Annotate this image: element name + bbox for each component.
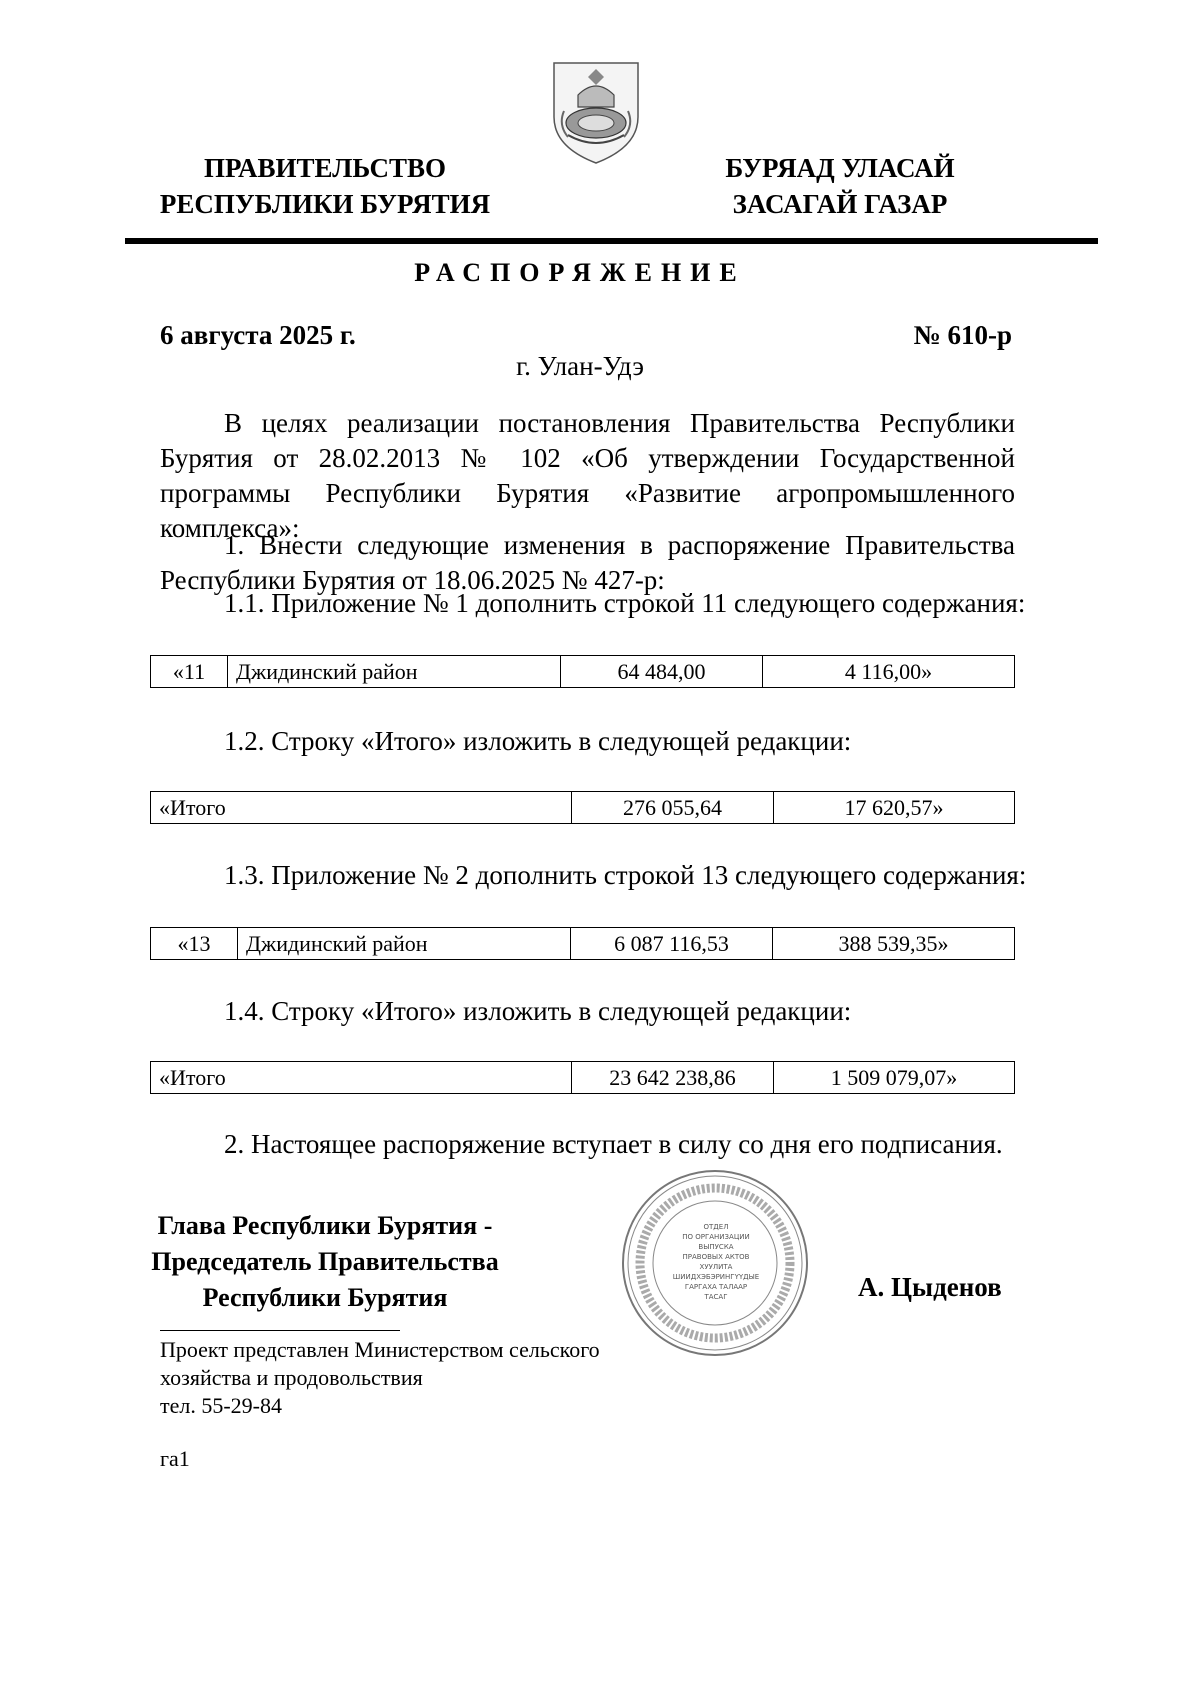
table-row: [151, 656, 1015, 688]
signature-position-line1: Глава Республики Бурятия -: [157, 1211, 493, 1240]
footer-code: га1: [160, 1446, 190, 1471]
table-cell-value2: 388 539,35»: [773, 928, 1015, 960]
table-appendix1-total: [150, 791, 1015, 824]
table-cell-number: «11: [151, 656, 228, 688]
header-right-line2: ЗАСАГАЙ ГАЗАР: [732, 189, 948, 219]
footer-rule: [160, 1330, 400, 1331]
header-rule: [125, 238, 1098, 244]
table-cell-value1: 276 055,64: [572, 792, 774, 824]
table-cell-value1: 23 642 238,86: [572, 1062, 774, 1094]
table-cell-value2: 17 620,57»: [774, 792, 1015, 824]
footer-phone: тел. 55-29-84: [160, 1393, 283, 1418]
footer-note-line2: хозяйства и продовольствия: [160, 1365, 423, 1390]
item-1-3-paragraph: 1.3. Приложение № 2 дополнить строкой 13 следующего содержания:: [224, 860, 1027, 890]
stamp-line: ХУУЛИТА: [699, 1263, 733, 1271]
table-cell-value1: 64 484,00: [561, 656, 763, 688]
header-left-line2: РЕСПУБЛИКИ БУРЯТИЯ: [159, 189, 491, 219]
item-2-paragraph: 2. Настоящее распоряжение вступает в силу со дня его подписания.: [224, 1129, 1003, 1159]
table-appendix2-total: [150, 1061, 1015, 1094]
item-1-paragraph: 1. Внести следующие изменения в распоряжение Правительства Республики Бурятия от 18.06.2025 № 427-р:: [160, 530, 1015, 595]
footer-note-line1: Проект представлен Министерством сельского: [160, 1337, 600, 1362]
signature-position-line2: Председатель Правительства: [151, 1247, 499, 1276]
footer-note: [160, 1336, 600, 1420]
signature-position-line3: Республики Бурятия: [202, 1283, 448, 1312]
table-appendix2-row13: [150, 927, 1015, 960]
header-right: [680, 150, 1000, 222]
table-row: [151, 792, 1015, 824]
coat-of-arms-emblem: [548, 55, 644, 167]
header-left: [140, 150, 510, 222]
table-cell-name: Джидинский район: [228, 656, 561, 688]
item-1-1-paragraph: 1.1. Приложение № 1 дополнить строкой 11 следующего содержания:: [224, 588, 1026, 618]
table-cell-name: «Итого: [151, 792, 572, 824]
header-right-line1: БУРЯАД УЛАСАЙ: [725, 153, 955, 183]
document-title: РАСПОРЯЖЕНИЕ: [414, 258, 746, 287]
document-number: № 610-р: [913, 320, 1012, 350]
document-date: 6 августа 2025 г.: [160, 320, 356, 350]
signature-position: [140, 1208, 510, 1316]
stamp-line: ОТДЕЛ: [703, 1223, 729, 1231]
document-city: г. Улан-Удэ: [516, 351, 644, 381]
table-cell-name: Джидинский район: [238, 928, 571, 960]
header-left-line1: ПРАВИТЕЛЬСТВО: [203, 153, 447, 183]
table-cell-number: «13: [151, 928, 238, 960]
table-row: [151, 928, 1015, 960]
table-row: [151, 1062, 1015, 1094]
stamp-line: ТАСАГ: [704, 1293, 728, 1301]
stamp-line: ПРАВОВЫХ АКТОВ: [682, 1253, 750, 1261]
table-cell-value2: 1 509 079,07»: [774, 1062, 1015, 1094]
item-1-4-paragraph: 1.4. Строку «Итого» изложить в следующей редакции:: [224, 996, 852, 1026]
stamp-line: ШИИДХЭБЭРИНГҮҮДЫЕ: [672, 1273, 760, 1281]
stamp-line: ВЫПУСКА: [698, 1243, 734, 1251]
stamp-line: ПО ОРГАНИЗАЦИИ: [682, 1233, 750, 1241]
stamp-line: ГАРГАХА ТАЛААР: [684, 1283, 748, 1291]
item-1-2-paragraph: 1.2. Строку «Итого» изложить в следующей редакции:: [224, 726, 852, 756]
table-cell-value2: 4 116,00»: [763, 656, 1015, 688]
table-cell-name: «Итого: [151, 1062, 572, 1094]
table-cell-value1: 6 087 116,53: [571, 928, 773, 960]
preamble-paragraph: В целях реализации постановления Правительства Республики Бурятия от 28.02.2013 № 102 «Об утверждении Государственной программы Республики Бурятия «Развитие агропромышленного комплекса»:: [160, 408, 1015, 543]
stamp-text: [662, 1222, 770, 1302]
table-appendix1-row11: [150, 655, 1015, 688]
signatory-name: А. Цыденов: [858, 1272, 1002, 1302]
